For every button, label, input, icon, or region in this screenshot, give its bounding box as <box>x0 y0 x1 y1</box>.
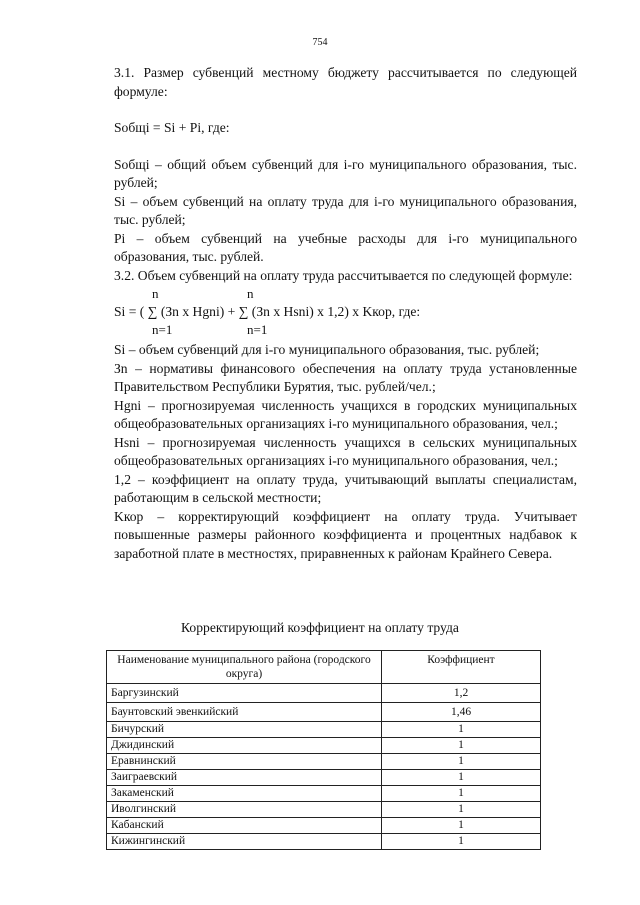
district-name-cell: Джидинский <box>107 738 382 754</box>
table-row <box>107 786 541 802</box>
sum-upper-limit-1: n <box>152 286 159 301</box>
definition-pi: Pi – объем субвенций на учебные расходы для i-го муниципального образования, тыс. рублей. <box>114 230 577 264</box>
table-row <box>107 818 541 834</box>
district-name-cell: Бичурский <box>107 722 382 738</box>
column-header-coefficient: Коэффициент <box>382 651 541 684</box>
sum-lower-limit-2: n=1 <box>247 322 268 337</box>
coefficient-cell: 1 <box>382 722 541 738</box>
coefficient-cell: 1 <box>382 818 541 834</box>
sum-lower-limit-1: n=1 <box>152 322 173 337</box>
sum-upper-limit-2: n <box>247 286 254 301</box>
formula-labor-text: Si = ( ∑ (Зn x Hgni) + ∑ (Зn x Hsni) x 1,2) x Kкор, где: <box>114 304 421 319</box>
coefficient-cell: 1 <box>382 786 541 802</box>
table-body <box>107 684 541 850</box>
district-name-cell: Закаменский <box>107 786 382 802</box>
coefficient-cell: 1 <box>382 770 541 786</box>
table-row <box>107 802 541 818</box>
coefficient-table <box>106 650 541 850</box>
coefficient-cell: 1,46 <box>382 703 541 722</box>
district-name-cell: Баунтовский эвенкийский <box>107 703 382 722</box>
district-name-cell: Еравнинский <box>107 754 382 770</box>
formula-total: Sобщi = Si + Pi, где: <box>114 120 230 135</box>
page-number: 754 <box>312 37 328 48</box>
table-row <box>107 754 541 770</box>
body-text <box>114 64 577 563</box>
coefficient-cell: 1 <box>382 802 541 818</box>
table-row <box>107 738 541 754</box>
district-name-cell: Кабанский <box>107 818 382 834</box>
coefficient-cell: 1 <box>382 754 541 770</box>
definition-sobsh: Sобщi – общий объем субвенций для i-го муниципального образования, тыс. рублей; <box>114 156 577 190</box>
definition-hgni: Hgni – прогнозируемая численность учащихся в городских муниципальных общеобразовательных организациях i-го муниципального образования, чел.; <box>114 397 577 431</box>
table-title: Корректирующий коэффициент на оплату труда <box>181 620 459 635</box>
district-name-cell: Кижингинский <box>107 834 382 850</box>
definition-kkor: Kкор – корректирующий коэффициент на оплату труда. Учитывает повышенные размеры районного коэффициента и процентных надбавок к заработной плате в местностях, приравненных к районам Крайнего Севера. <box>114 508 577 561</box>
formula-labor <box>114 285 577 341</box>
district-name-cell: Баргузинский <box>107 684 382 703</box>
district-name-cell: Иволгинский <box>107 802 382 818</box>
coefficient-cell: 1 <box>382 834 541 850</box>
table-row <box>107 684 541 703</box>
definition-si: Si – объем субвенций для i-го муниципального образования, тыс. рублей; <box>114 342 540 357</box>
table-header-row <box>107 651 541 684</box>
coefficient-cell: 1 <box>382 738 541 754</box>
definition-zn: Зn – нормативы финансового обеспечения на оплату труда установленные Правительством Республики Бурятия, тыс. рублей/чел.; <box>114 360 577 394</box>
definition-coef-1-2: 1,2 – коэффициент на оплату труда, учитывающий выплаты специалистам, работающим в сельской местности; <box>114 471 577 505</box>
district-name-cell: Заиграевский <box>107 770 382 786</box>
table-row <box>107 703 541 722</box>
definition-hsni: Hsni – прогнозируемая численность учащихся в сельских муниципальных общеобразовательных организациях i-го муниципального образования, чел.; <box>114 434 577 468</box>
table-row <box>107 722 541 738</box>
table-row <box>107 834 541 850</box>
column-header-district: Наименование муниципального района (городского округа) <box>107 651 382 684</box>
definition-si-labor: Si – объем субвенций на оплату труда для i-го муниципального образования, тыс. рублей; <box>114 193 577 227</box>
table-row <box>107 770 541 786</box>
paragraph-3-1-intro: 3.1. Размер субвенций местному бюджету рассчитывается по следующей формуле: <box>114 65 577 99</box>
coefficient-cell: 1,2 <box>382 684 541 703</box>
paragraph-3-2-intro: 3.2. Объем субвенций на оплату труда рассчитывается по следующей формуле: <box>114 267 573 283</box>
